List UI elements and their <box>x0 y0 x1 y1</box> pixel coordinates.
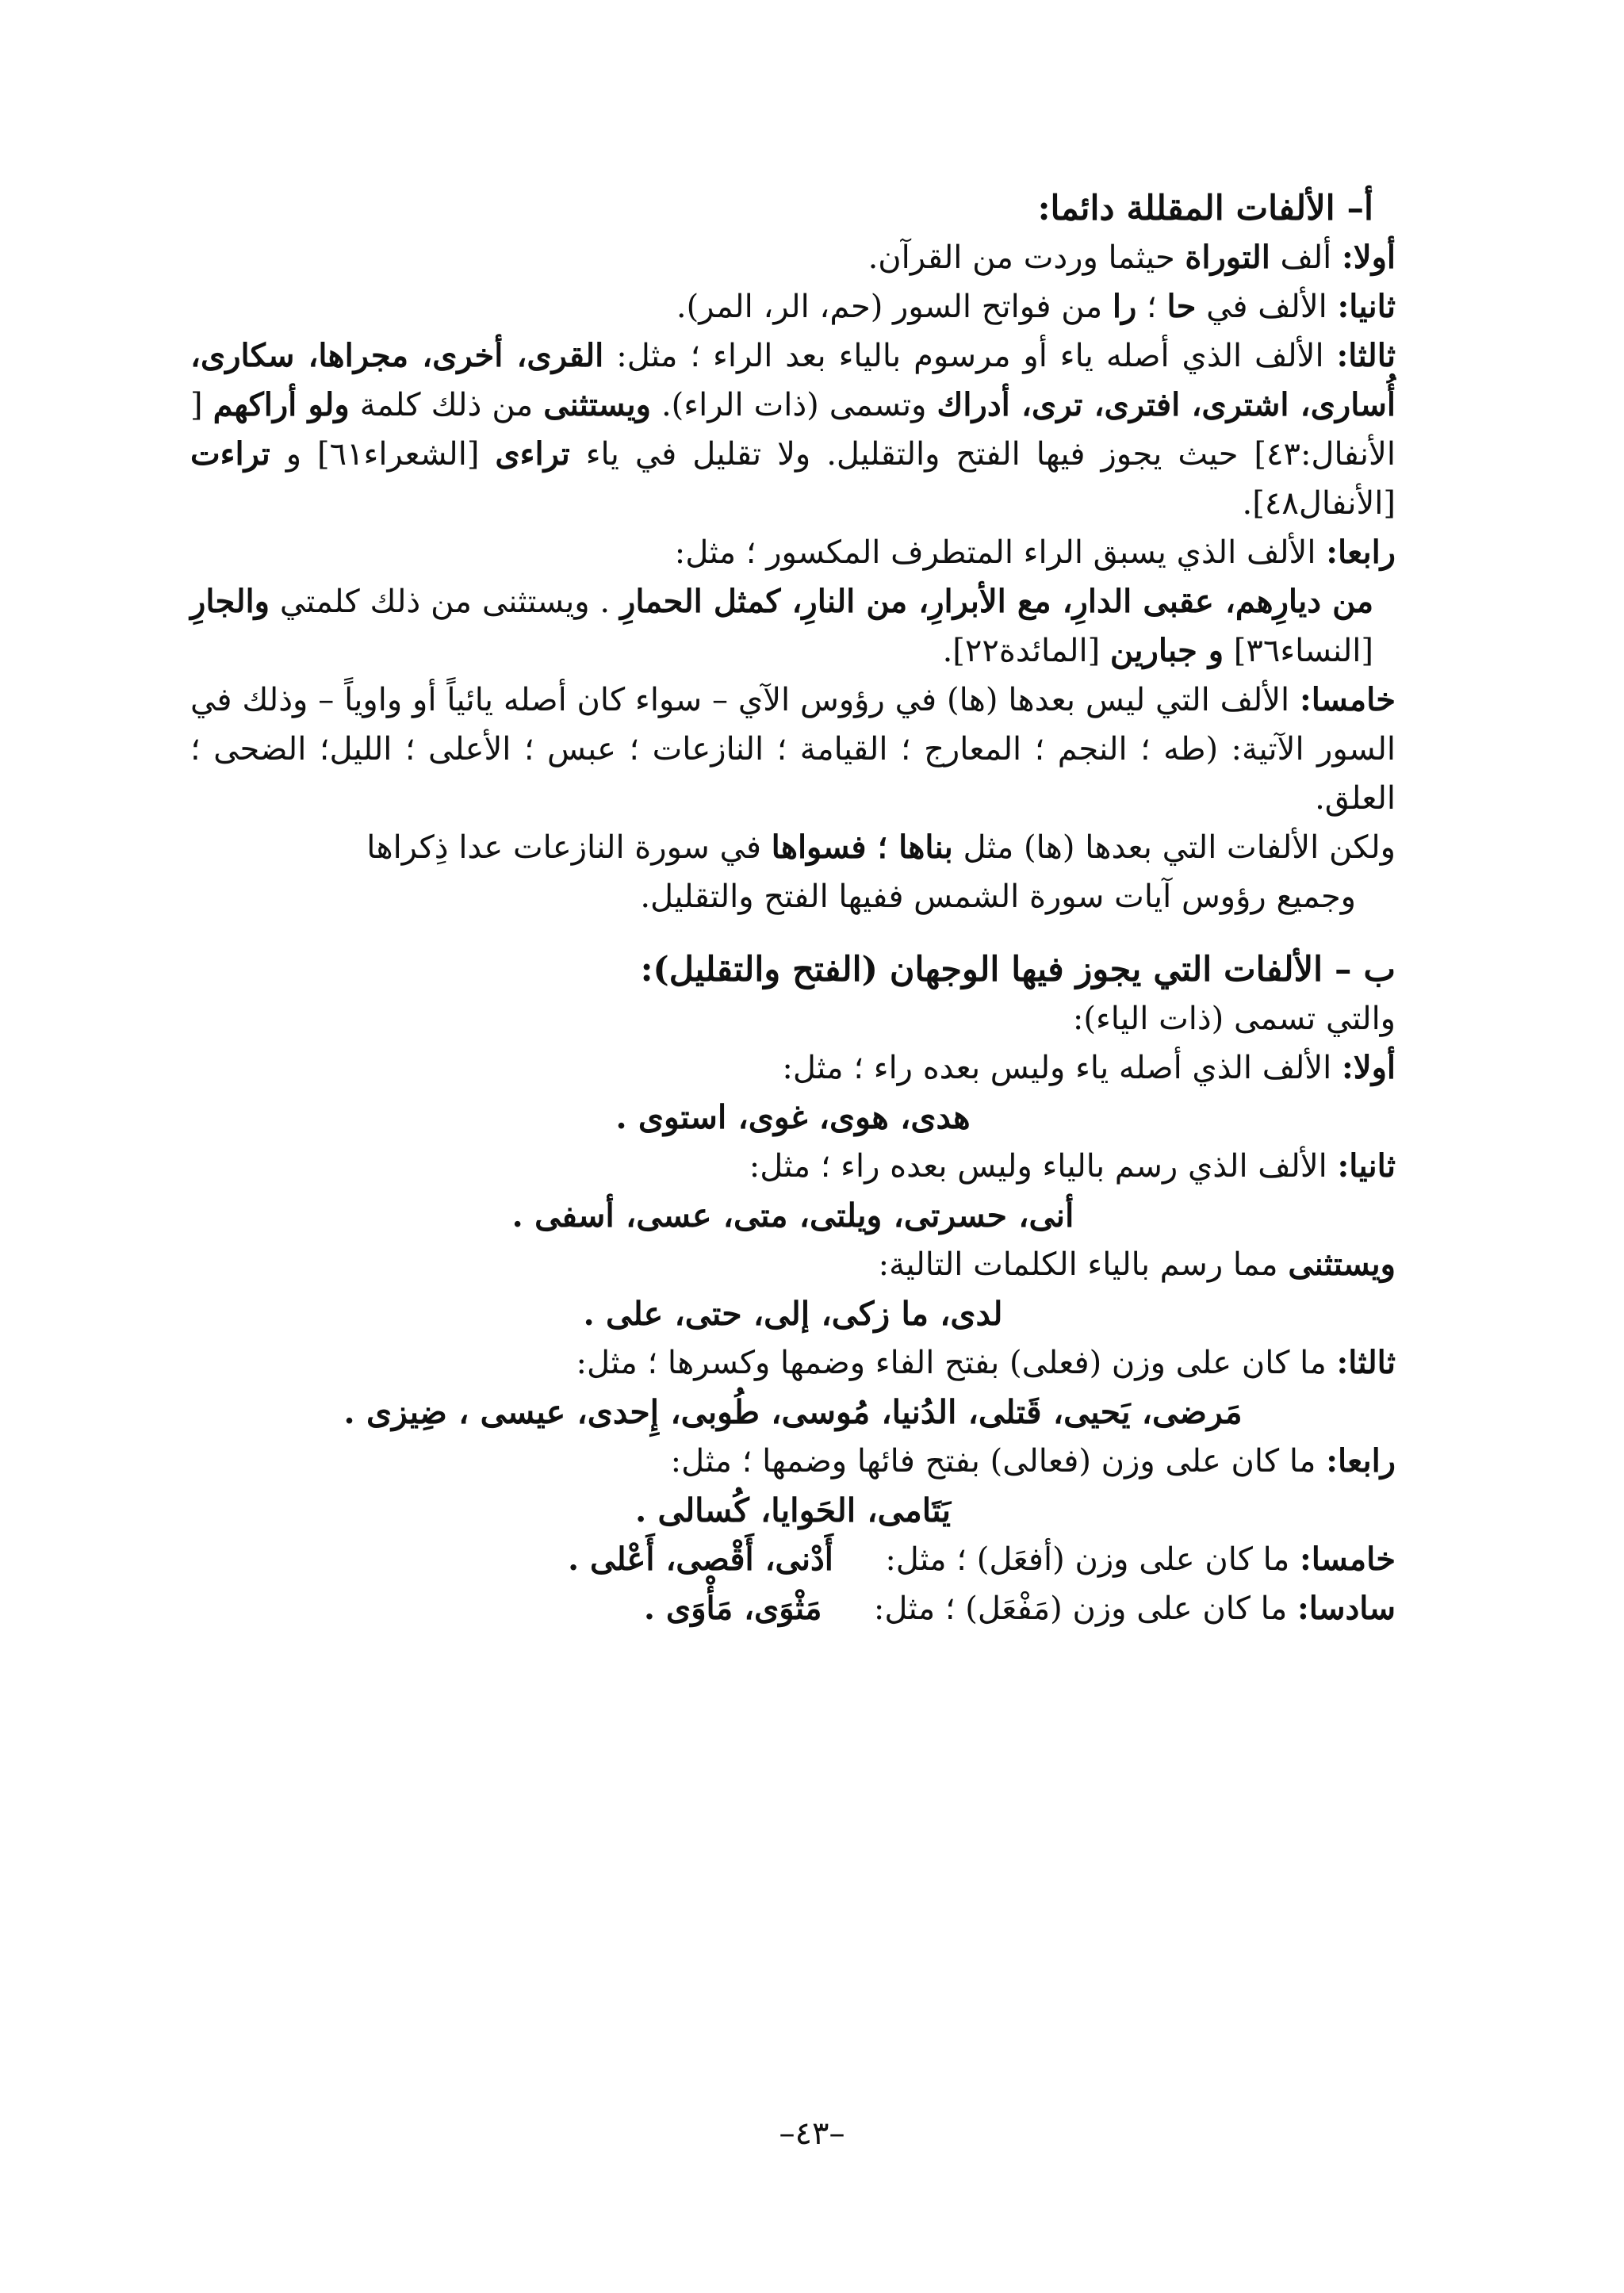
example-words: بناها ؛ فسواها <box>771 829 953 866</box>
section-b-heading: ب – الألفات التي يجوز فيها الوجهان (الفتح والتقليل): <box>640 950 1396 990</box>
section-a-heading: أ– الألفات المقللة دائما: <box>1037 189 1373 228</box>
item-text: ما كان على وزن (مَفْعَل) ؛ مثل: <box>873 1591 1288 1627</box>
example-word: ولو أراكهم <box>213 386 350 423</box>
item-text: ما كان على وزن (فعلى) بفتح الفاء وضمها وكسرها ؛ مثل: <box>576 1345 1327 1381</box>
exception-label: ويستثنى <box>1288 1246 1396 1283</box>
item-text: ألف <box>1280 239 1332 276</box>
verse-reference: [الأنفال٤٨]. <box>1242 485 1396 522</box>
item-label: رابعا: <box>1326 534 1396 571</box>
section-b-intro: والتي تسمى (ذات الياء): <box>1072 1001 1396 1037</box>
section-b-item-3 <box>190 1338 1396 1388</box>
item-label: ثانيا: <box>1337 288 1396 325</box>
section-spacer <box>190 921 1396 945</box>
section-a-note-continued: وجميع رؤوس آيات سورة الشمس ففيها الفتح والتقليل. <box>640 879 1356 915</box>
page-content <box>190 184 1396 1633</box>
item-text: ؛ <box>1147 289 1157 325</box>
item-text: الألف الذي أصله ياء وليس بعده راء ؛ مثل: <box>782 1050 1332 1086</box>
section-b-exception-examples: لدى، ما زكى، إلى، حتى، على . <box>583 1295 1003 1333</box>
section-b-item-2-examples: أنى، حسرتى، ويلتى، متى، عسى، أسفى . <box>511 1196 1074 1235</box>
section-b-item-1 <box>190 1043 1396 1093</box>
item-label: ثالثا: <box>1336 337 1396 374</box>
example-words: أَدْنى، أَقْصى، أَعْلى . <box>568 1541 833 1578</box>
page-number: –٤٣– <box>779 2115 845 2152</box>
item-text: حيثما وردت من القرآن. <box>868 239 1175 276</box>
item-text: ما كان على وزن (فعالى) بفتح فائها وضمها ؛ مثل: <box>670 1443 1316 1480</box>
item-text: . ويستثنى من ذلك كلمتي <box>279 584 611 620</box>
section-b-item-6 <box>190 1584 1396 1633</box>
section-b-item-1-examples: هدى، هوى، غوى، استوى . <box>615 1098 971 1136</box>
item-label: ثانيا: <box>1337 1147 1396 1185</box>
example-word: والجارِ <box>190 583 270 620</box>
example-word: تراءت <box>190 435 270 473</box>
section-b-item-2 <box>190 1142 1396 1191</box>
item-label: ثالثا: <box>1336 1344 1396 1381</box>
item-label: خامسا: <box>1300 681 1396 718</box>
item-label: خامسا: <box>1300 1541 1396 1578</box>
section-b-item-4-examples: يَتَامى، الحَوايا، كُسالى . <box>634 1491 952 1529</box>
section-a-item-5 <box>190 676 1396 823</box>
item-text: الألف التي ليس بعدها (ها) في رؤوس الآي – سواء كان أصله يائياً أو واوياً – وذلك في السور الآتية: (طه ؛ النجم ؛ المعارج ؛ القيامة ؛ النازعات ؛ عبس ؛ الأعلى ؛ الليل؛ الضحى ؛ العلق. <box>190 682 1396 817</box>
section-b-item-3-examples: مَرضى، يَحيى، قَتلى، الدُنيا، مُوسى، طُوبى، إِحدى، عيسى ، ضِيزى . <box>343 1393 1243 1431</box>
section-a-item-1 <box>190 233 1396 282</box>
section-b-item-5 <box>190 1535 1396 1584</box>
verse-reference: [ الأنفال:٤٣] حيث يجوز فيها الفتح والتقليل. ولا تقليل في ياء <box>190 387 1396 473</box>
item-text: مما رسم بالياء الكلمات التالية: <box>878 1246 1278 1283</box>
verse-reference: [النساء٣٦] <box>1233 633 1373 669</box>
item-text: ما كان على وزن (أفعَل) ؛ مثل: <box>885 1541 1290 1578</box>
section-b-item-4 <box>190 1437 1396 1486</box>
example-words: من ديارِهم، عقبى الدارِ، مع الأبرارِ، من النارِ، كمثل الحمارِ <box>620 583 1373 620</box>
item-label: أولا: <box>1341 239 1396 276</box>
exception-label: ويستثنى <box>543 386 651 423</box>
verse-reference: [المائدة٢٢]. <box>942 633 1101 669</box>
item-text: الألف الذي يسبق الراء المتطرف المكسور ؛ مثل: <box>674 534 1316 571</box>
section-a-item-4 <box>190 528 1396 577</box>
item-text: الألف الذي رسم بالياء وليس بعده راء ؛ مثل: <box>749 1148 1327 1185</box>
item-label: أولا: <box>1341 1049 1396 1086</box>
example-words: القرى، أخرى، مجراها، سكارى، أُسارى، اشترى، افترى، ترى، أدراك <box>190 337 1396 423</box>
section-a-item-3 <box>190 331 1396 528</box>
verse-reference: [الشعراء٦١] و <box>285 436 480 473</box>
item-text: من فواتح السور (حم، الر، المر). <box>676 289 1103 325</box>
item-text: الألف في <box>1206 289 1327 325</box>
section-b-exception <box>190 1240 1396 1289</box>
example-word: التوراة <box>1185 239 1270 276</box>
item-text: من ذلك كلمة <box>359 387 534 423</box>
section-a-note <box>190 823 1396 872</box>
example-word: حا <box>1166 288 1197 325</box>
item-text: ولكن الألفات التي بعدها (ها) مثل <box>963 829 1396 866</box>
example-word: تراءى <box>495 435 570 473</box>
item-text: الألف الذي أصله ياء أو مرسوم بالياء بعد الراء ؛ مثل: <box>616 338 1324 374</box>
section-a-item-2 <box>190 282 1396 331</box>
item-text: في سورة النازعات عدا ذِكراها <box>366 829 761 866</box>
example-word: را <box>1112 288 1137 325</box>
section-a-item-4-examples <box>190 577 1396 676</box>
item-text: وتسمى (ذات الراء). <box>661 387 927 423</box>
example-word: و جبارين <box>1109 632 1224 669</box>
item-label: رابعا: <box>1326 1442 1396 1480</box>
item-label: سادسا: <box>1297 1590 1396 1627</box>
example-words: مَثْوَى، مَأْوَى . <box>644 1590 822 1627</box>
